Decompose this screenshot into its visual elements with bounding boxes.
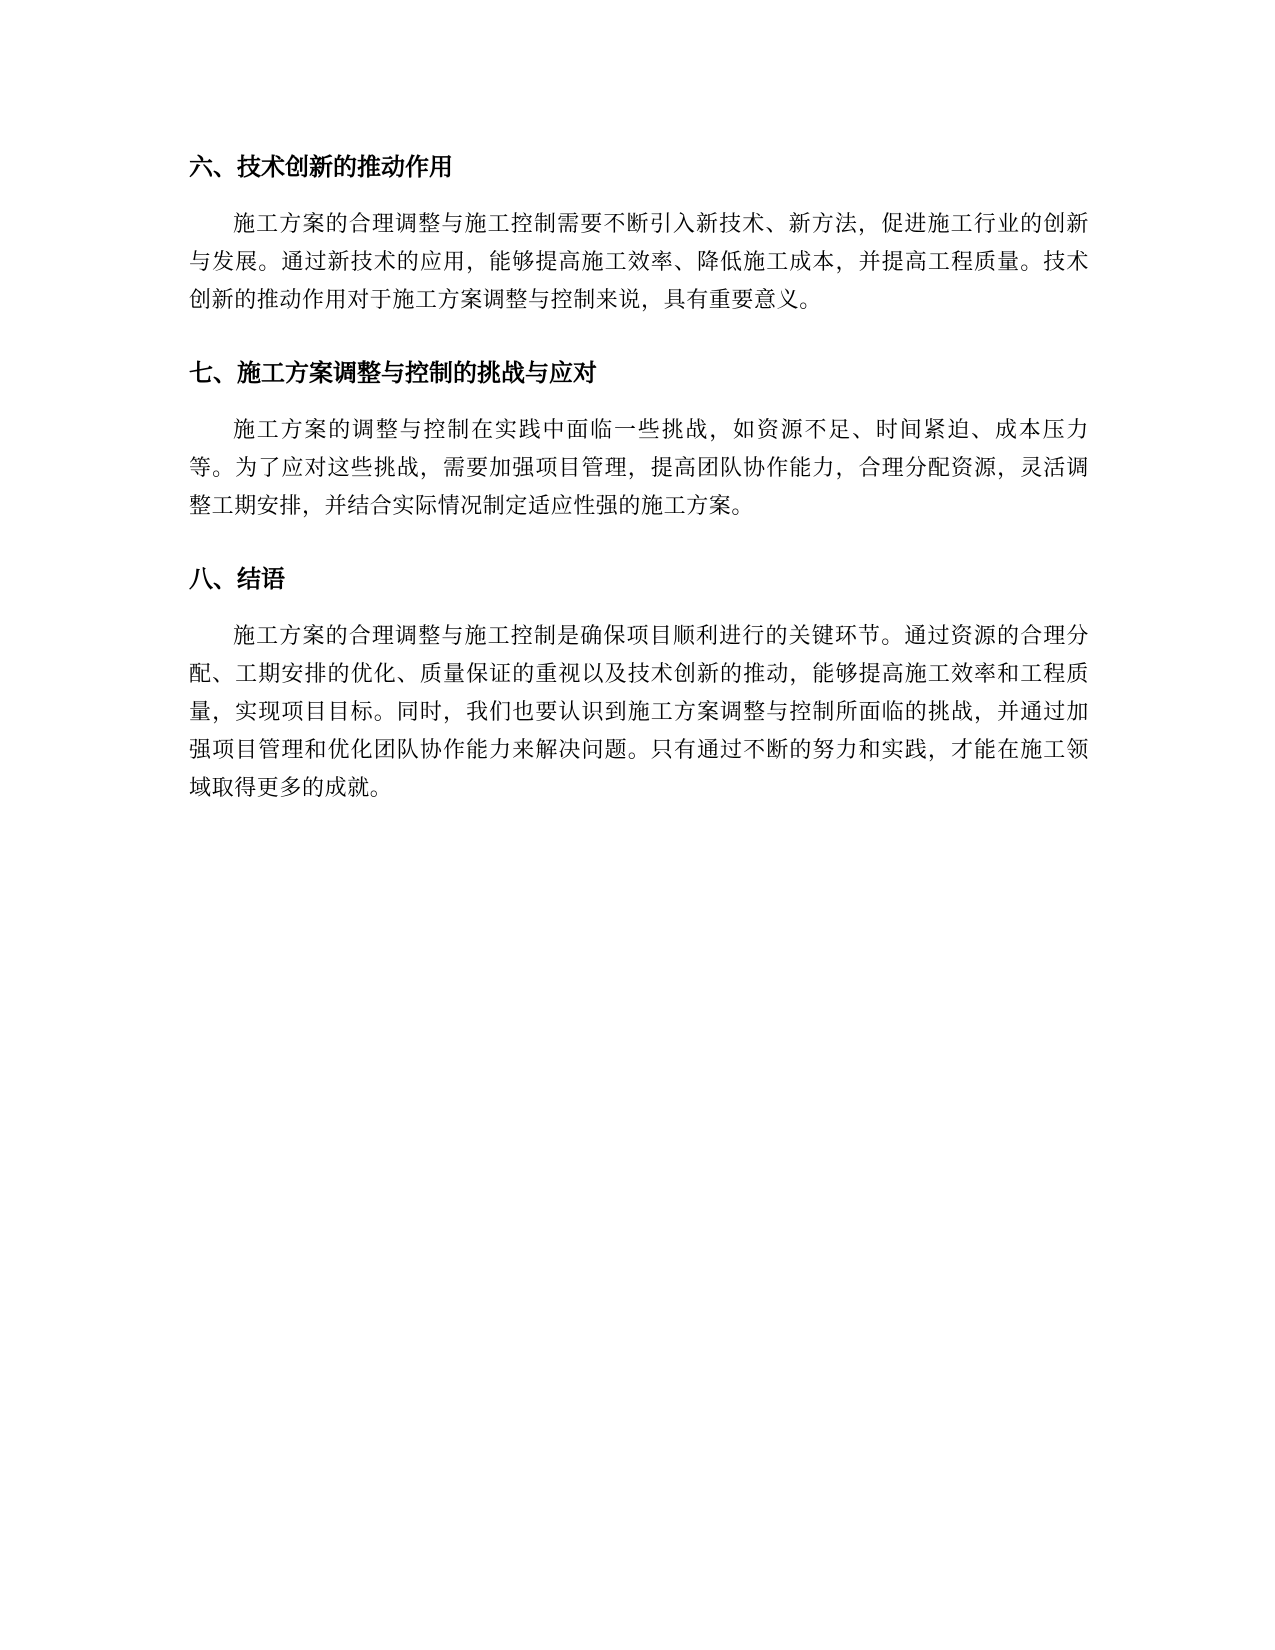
section-paragraph: 施工方案的合理调整与施工控制是确保项目顺利进行的关键环节。通过资源的合理分配、工期安排的优化、质量保证的重视以及技术创新的推动，能够提高施工效率和工程质量，实现项目目标。同时，我们也要认识到施工方案调整与控制所面临的挑战，并通过加强项目管理和优化团队协作能力来解决问题。只有通过不断的努力和实践，才能在施工领域取得更多的成就。 [189,624,1089,801]
section-heading: 六、技术创新的推动作用 [189,153,453,181]
section-paragraph: 施工方案的合理调整与施工控制需要不断引入新技术、新方法，促进施工行业的创新与发展。通过新技术的应用，能够提高施工效率、降低施工成本，并提高工程质量。技术创新的推动作用对于施工方案调整与控制来说，具有重要意义。 [189,212,1089,313]
section-heading: 八、结语 [189,565,285,593]
section-heading: 七、施工方案调整与控制的挑战与应对 [189,359,597,387]
section-challenges [189,356,1089,526]
section-conclusion [189,562,1089,808]
section-paragraph: 施工方案的调整与控制在实践中面临一些挑战，如资源不足、时间紧迫、成本压力等。为了应对这些挑战，需要加强项目管理，提高团队协作能力，合理分配资源，灵活调整工期安排，并结合实际情况制定适应性强的施工方案。 [189,418,1089,519]
section-tech-innovation [189,150,1089,320]
